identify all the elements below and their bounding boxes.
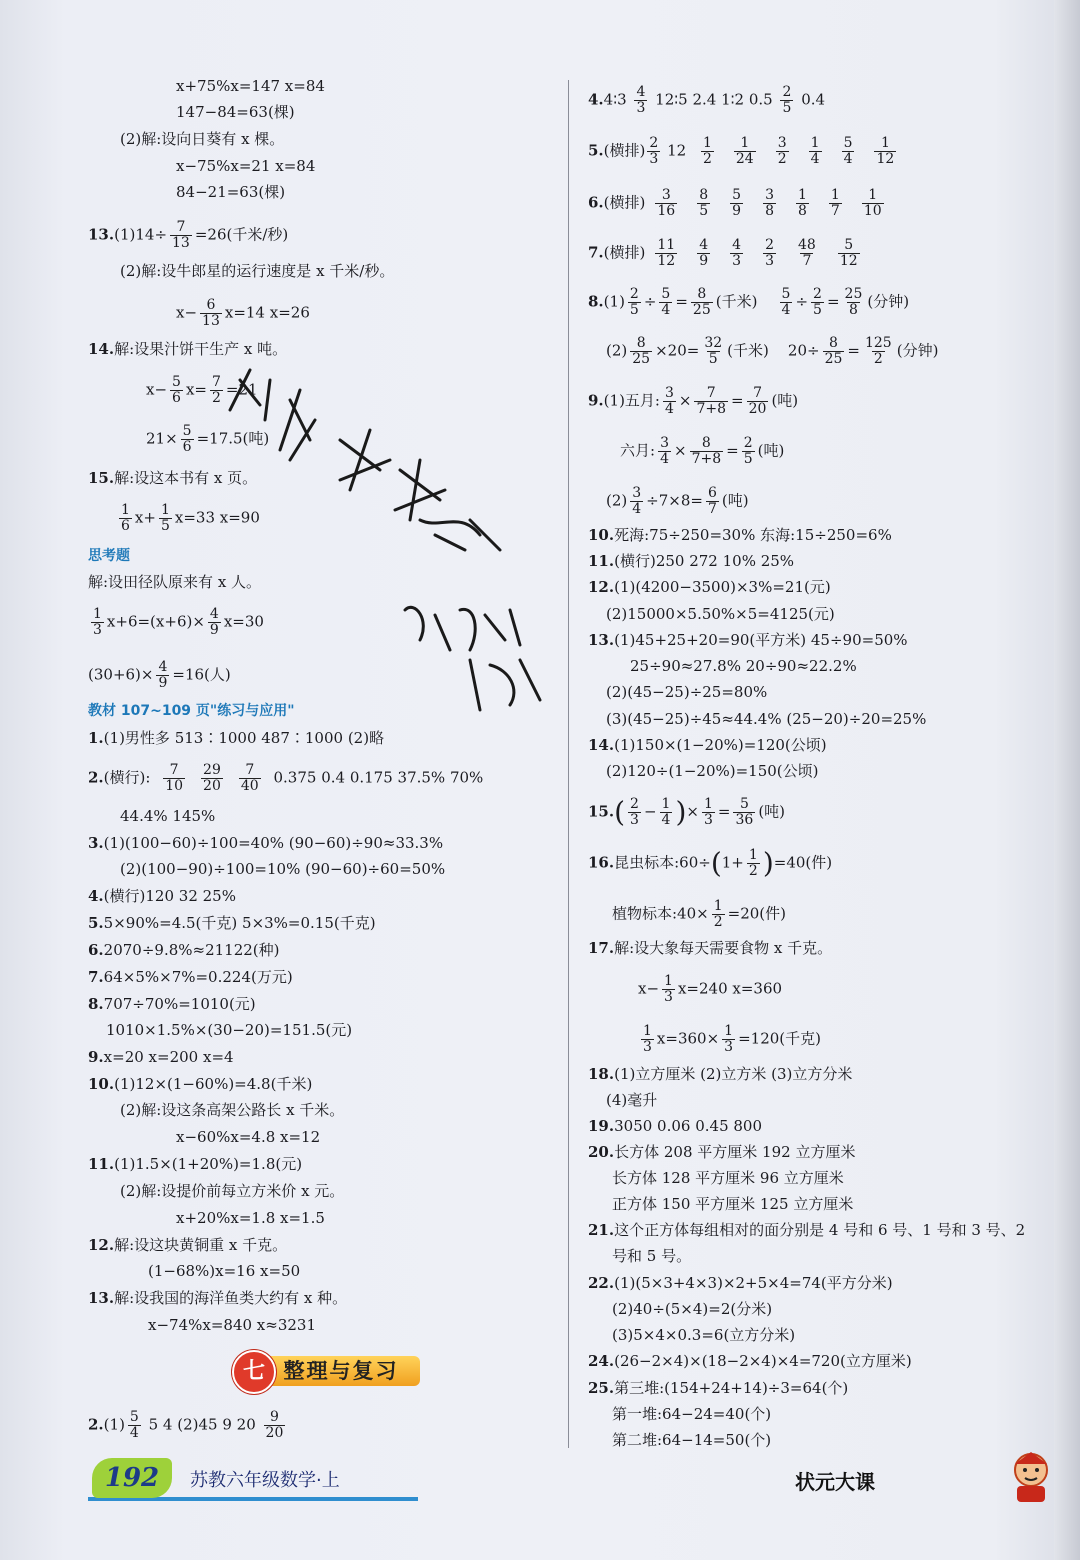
chapter-number: 七 <box>232 1350 276 1394</box>
answer-line: (2) $\frac{8}{25}$ ×20= $\frac{32}{5}$ (千米) 20÷ $\frac{8}{25}$ = $\frac{125}{2}$ (分钟) <box>606 335 939 367</box>
answer-line: 17.解:设大象每天需要食物 x 千克。 <box>588 939 833 957</box>
fraction: $\frac{2}{3}$ <box>765 237 774 269</box>
answer-line: 22.(1)(5×3+4×3)×2+5×4=74(平方分米) <box>588 1274 893 1292</box>
answer-line: 9.x=20 x=200 x=4 <box>88 1048 234 1066</box>
fraction: $\frac{48}{7}$ <box>797 237 816 269</box>
answer-line: 11.(横行)250 272 10% 25% <box>588 552 795 570</box>
answer-line: x−60%x=4.8 x=12 <box>176 1128 321 1146</box>
answer-line: 1.(1)男性多 513∶1000 487∶1000 (2)略 <box>88 729 385 747</box>
fraction: $\frac{1}{4}$ <box>810 135 820 167</box>
fraction: $\frac{29}{20}$ <box>203 762 221 794</box>
answer-line: (4)毫升 <box>606 1091 658 1109</box>
answer-line: 解:设田径队原来有 x 人。 <box>88 573 262 591</box>
answer-line: 植物标本:40× $\frac{1}{2}$ =20(件) <box>612 898 787 930</box>
answer-line: 第二堆:64−14=50(个) <box>612 1431 772 1449</box>
answer-line: x− $\frac{6}{13}$ x=14 x=26 <box>176 297 310 329</box>
answer-line: 1010×1.5%×(30−20)=151.5(元) <box>106 1021 353 1039</box>
fraction: $\frac{11}{12}$ <box>657 237 676 269</box>
answer-line: 18.(1)立方厘米 (2)立方米 (3)立方分米 <box>588 1065 853 1083</box>
answer-line: 21× $\frac{5}{6}$ =17.5(吨) <box>146 423 270 455</box>
fraction: $\frac{5}{12}$ <box>839 237 858 269</box>
page-number: 192 <box>92 1458 172 1498</box>
answer-line: 4.4∶3 $\frac{4}{3}$ 12∶5 2.4 1∶2 0.5 $\frac{2}{5}$ 0.4 <box>588 84 826 116</box>
fraction: $\frac{7}{10}$ <box>165 762 184 794</box>
answer-line: 12.解:设这块黄铜重 x 千克。 <box>88 1236 288 1254</box>
answer-line: 10.死海:75÷250=30% 东海:15÷250=6% <box>588 526 892 544</box>
answer-line: (1−68%)x=16 x=50 <box>148 1262 301 1280</box>
answer-line: x−74%x=840 x≈3231 <box>148 1316 316 1334</box>
chapter-title: 整理与复习 <box>262 1356 420 1386</box>
answer-line: 11.(1)1.5×(1+20%)=1.8(元) <box>88 1155 303 1173</box>
answer-line: 2.(1) $\frac{5}{4}$ 5 4 (2)45 9 20 $\frac{9}{20}$ <box>88 1409 284 1441</box>
answer-line: 25.第三堆:(154+24+14)÷3=64(个) <box>588 1379 849 1397</box>
textbook-section-heading: 教材 107~109 页"练习与应用" <box>88 703 295 719</box>
fraction: $\frac{5}{9}$ <box>732 187 742 219</box>
answer-line: 13.(1)45+25+20=90(平方米) 45÷90=50% <box>588 631 908 649</box>
answer-line: 21.这个正方体每组相对的面分别是 4 号和 6 号、1 号和 3 号、2 <box>588 1221 1026 1239</box>
chapter-banner <box>232 1350 422 1390</box>
column-divider <box>568 80 569 1448</box>
answer-line: 12.(1)(4200−3500)×3%=21(元) <box>588 578 831 596</box>
answer-line: x− $\frac{1}{3}$ x=240 x=360 <box>638 973 783 1005</box>
answer-line: 10.(1)12×(1−60%)=4.8(千米) <box>88 1075 313 1093</box>
fraction: $\frac{7}{40}$ <box>240 762 259 794</box>
answer-line: 147−84=63(棵) <box>176 103 295 121</box>
answer-line: (3)(45−25)÷45≈44.4% (25−20)÷20=25% <box>606 710 927 728</box>
answer-line: 长方体 128 平方厘米 96 立方厘米 <box>612 1169 844 1187</box>
answer-line: 24.(26−2×4)×(18−2×4)×4=720(立方厘米) <box>588 1352 912 1370</box>
answer-line: 6.(横排) $\frac{3}{16}$ $\frac{8}{5}$ $\frac{5}{9}$ $\frac{3}{8}$ $\frac{1}{8}$ $\frac{1}{7}$ $\frac{1}{10}$ <box>588 187 882 219</box>
answer-line: (2)40÷(5×4)=2(分米) <box>612 1300 773 1318</box>
answer-line: (30+6)× $\frac{4}{9}$ =16(人) <box>88 659 231 691</box>
answer-line: (2)(100−90)÷100=10% (90−60)÷60=50% <box>120 860 446 878</box>
answer-line: 7.(横排) $\frac{11}{12}$ $\frac{4}{9}$ $\frac{4}{3}$ $\frac{2}{3}$ $\frac{48}{7}$ $\frac{5}{12}$ <box>588 237 858 269</box>
fraction: $\frac{2}{3}$ <box>649 135 659 167</box>
answer-line: x+75%x=147 x=84 <box>176 77 325 95</box>
fraction: $\frac{1}{24}$ <box>735 135 754 167</box>
answer-line: 号和 5 号。 <box>612 1247 692 1265</box>
answer-line: x−75%x=21 x=84 <box>176 157 316 175</box>
answer-line: 7.64×5%×7%=0.224(万元) <box>88 968 293 986</box>
mascot-logo <box>1005 1448 1057 1504</box>
fraction: $\frac{8}{5}$ <box>699 187 709 219</box>
answer-line: 15.( $\frac{2}{3}$ − $\frac{1}{4}$ )× $\frac{1}{3}$ = $\frac{5}{36}$ (吨) <box>588 795 786 829</box>
answer-line: 15.解:设这本书有 x 页。 <box>88 469 258 487</box>
answer-line: $\frac{1}{6}$ x+ $\frac{1}{5}$ x=33 x=90 <box>121 502 260 534</box>
answer-line: 14.(1)150×(1−20%)=120(公顷) <box>588 736 827 754</box>
answer-line: (2)15000×5.50%×5=4125(元) <box>606 605 835 623</box>
answer-line: $\frac{1}{3}$ x+6=(x+6)× $\frac{4}{9}$ x=30 <box>93 606 264 638</box>
answer-line: 6.2070÷9.8%≈21122(种) <box>88 941 280 959</box>
answer-line: 8.707÷70%=1010(元) <box>88 995 256 1013</box>
fraction: $\frac{1}{10}$ <box>863 187 882 219</box>
answer-line: 9.(1)五月: $\frac{3}{4}$ × $\frac{7}{7+8}$ = $\frac{7}{20}$ (吨) <box>588 385 799 417</box>
answer-line: x+20%x=1.8 x=1.5 <box>176 1209 325 1227</box>
answer-line: $\frac{1}{3}$ x=360× $\frac{1}{3}$ =120(千克) <box>643 1023 821 1055</box>
answer-line: 六月: $\frac{3}{4}$ × $\frac{8}{7+8}$ = $\frac{2}{5}$ (吨) <box>620 435 785 467</box>
fraction: $\frac{1}{2}$ <box>702 135 712 167</box>
answer-line: x− $\frac{5}{6}$ x= $\frac{7}{2}$ =21 <box>146 374 258 406</box>
answer-line: (2)解:设提价前每立方米价 x 元。 <box>120 1182 345 1200</box>
answer-line: 第一堆:64−24=40(个) <box>612 1405 772 1423</box>
answer-line: (2)解:设这条高架公路长 x 千米。 <box>120 1101 345 1119</box>
fraction: $\frac{1}{8}$ <box>797 187 807 219</box>
answer-line: 2.(横行): $\frac{7}{10}$ $\frac{29}{20}$ $\frac{7}{40}$ 0.375 0.4 0.175 37.5% 70% <box>88 762 484 794</box>
answer-line: 正方体 150 平方厘米 125 立方厘米 <box>612 1195 854 1213</box>
answer-line: 25÷90≈27.8% 20÷90≈22.2% <box>630 657 857 675</box>
answer-line: 5.5×90%=4.5(千克) 5×3%=0.15(千克) <box>88 914 376 932</box>
answer-line: 3.(1)(100−60)÷100=40% (90−60)÷90≈33.3% <box>88 834 444 852</box>
answer-line: 16.昆虫标本:60÷(1+ $\frac{1}{2}$ )=40(件) <box>588 846 833 880</box>
answer-line: 84−21=63(棵) <box>176 183 286 201</box>
fraction: $\frac{3}{2}$ <box>777 135 787 167</box>
fraction: $\frac{1}{7}$ <box>830 187 840 219</box>
answer-line: 8.(1) $\frac{2}{5}$ ÷ $\frac{5}{4}$ = $\frac{8}{25}$ (千米) $\frac{5}{4}$ ÷ $\frac{2}{5}$ = $\frac{25}{8}$ (分钟) <box>588 286 910 318</box>
answer-line: (2)120÷(1−20%)=150(公顷) <box>606 762 819 780</box>
answer-line: 44.4% 145% <box>120 807 216 825</box>
fraction: $\frac{3}{8}$ <box>765 187 774 219</box>
fraction: $\frac{3}{16}$ <box>657 187 676 219</box>
answer-line: 13.解:设我国的海洋鱼类大约有 x 种。 <box>88 1289 348 1307</box>
thinking-question-heading: 思考题 <box>88 548 130 564</box>
book-spine <box>1054 0 1080 1560</box>
answer-line: (3)5×4×0.3=6(立方分米) <box>612 1326 796 1344</box>
fraction: $\frac{5}{4}$ <box>843 135 853 167</box>
fraction: $\frac{4}{3}$ <box>732 237 742 269</box>
book-title: 苏教六年级数学·上 <box>190 1470 340 1491</box>
answer-line: (2)(45−25)÷25=80% <box>606 683 768 701</box>
answer-line: 4.(横行)120 32 25% <box>88 887 236 905</box>
brand-name: 状元大课 <box>795 1470 875 1494</box>
answer-line: (2)解:设牛郎星的运行速度是 x 千米/秒。 <box>120 262 395 280</box>
answer-line: 5.(横排) $\frac{2}{3}$ 12 $\frac{1}{2}$ $\frac{1}{24}$ $\frac{3}{2}$ $\frac{1}{4}$ $\frac{5}{4}$ $\frac{1}{12}$ <box>588 135 895 167</box>
answer-line: 14.解:设果汁饼干生产 x 吨。 <box>88 340 288 358</box>
answer-line: (2)解:设向日葵有 x 棵。 <box>120 130 285 148</box>
handwriting-scribble <box>220 360 550 720</box>
fraction: $\frac{4}{9}$ <box>699 237 709 269</box>
answer-line: 20.长方体 208 平方厘米 192 立方厘米 <box>588 1143 856 1161</box>
answer-line: 19.3050 0.06 0.45 800 <box>588 1117 763 1135</box>
answer-line: (2) $\frac{3}{4}$ ÷7×8= $\frac{6}{7}$ (吨) <box>606 485 749 517</box>
answer-line: 13.(1)14÷ $\frac{7}{13}$ =26(千米/秒) <box>88 219 289 251</box>
fraction: $\frac{1}{12}$ <box>876 135 895 167</box>
